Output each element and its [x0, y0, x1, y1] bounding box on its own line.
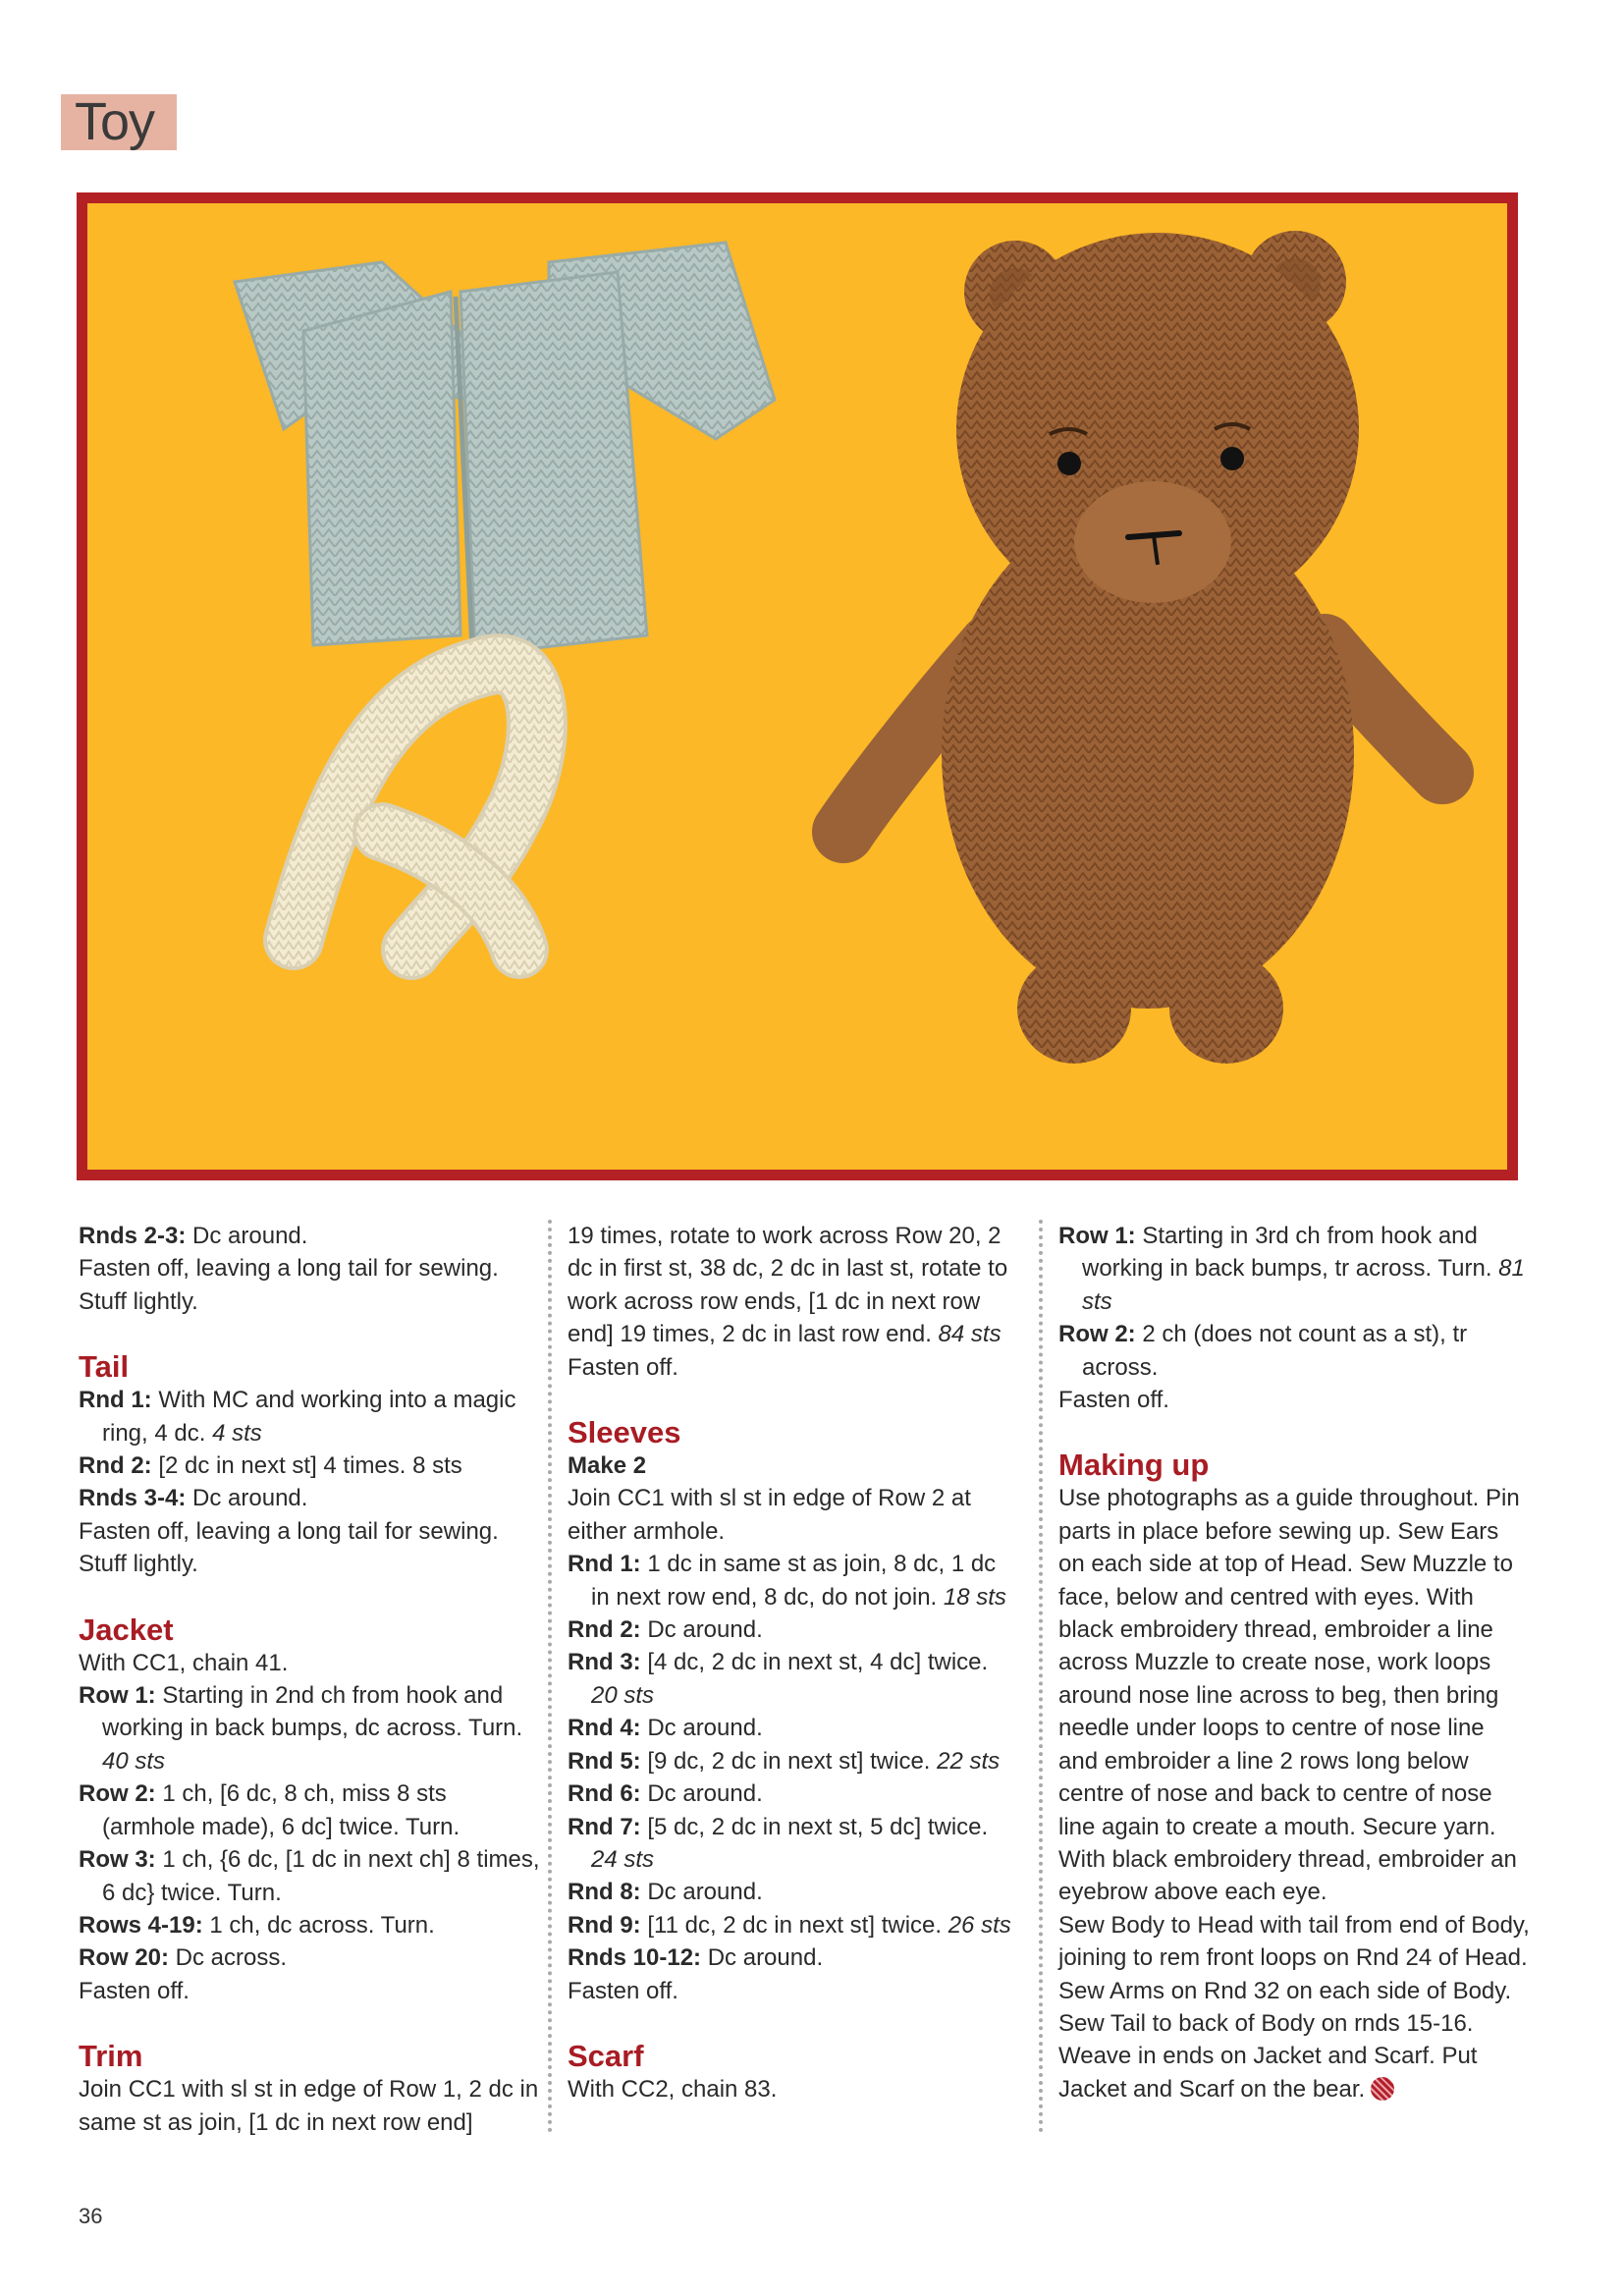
- text-column-3: [1058, 1220, 1530, 2105]
- instruction: Row 20: Dc across.: [79, 1944, 288, 1972]
- make-count: Make 2: [568, 1452, 647, 1480]
- instruction: Row 2: 1 ch, [6 dc, 8 ch, miss 8 sts (armhole made), 6 dc] twice. Turn.: [79, 1780, 460, 1840]
- instruction: Row 2: 2 ch (does not count as a st), tr across.: [1058, 1321, 1468, 1381]
- column-divider-1: [548, 1220, 552, 2133]
- paragraph: Fasten off.: [568, 1977, 678, 2004]
- photo-illustration: [87, 203, 1507, 1170]
- column-divider-2: [1039, 1220, 1043, 2133]
- paragraph: Sew Body to Head with tail from end of Body, joining to rem front loops on Rnd 24 of Head. Sew Arms on Rnd 32 on each side of Body. Sew Tail to back of Body on rnds 15-16. Weave in ends on Jacket and Scarf. Put Jacket and Scarf on the bear.: [1058, 1911, 1530, 2103]
- instruction: Rnd 6: Dc around.: [568, 1780, 763, 1808]
- paragraph: 19 times, rotate to work across Row 20, 2 dc in first st, 38 dc, 2 dc in last st, rotate to work across row ends, [1 dc in next row end] 19 times, 2 dc in last row end. 84 sts: [568, 1223, 1008, 1348]
- paragraph: Fasten off.: [79, 1977, 189, 2004]
- paragraph: Use photographs as a guide throughout. Pin parts in place before sewing up. Sew Ears on each side at top of Head. Sew Muzzle to face, below and centred with eyes. With black embroidery thread, embroider a line across Muzzle to create nose, work loops around nose line across to beg, then bring needle under loops to centre of nose line and embroider a line 2 rows long below centre of nose and back to centre of nose line again to create a mouth. Secure yarn. With black embroidery thread, embroider an eyebrow above each eye.: [1058, 1485, 1520, 1906]
- instruction: Row 1: Starting in 2nd ch from hook and working in back bumps, dc across. Turn. 40 sts: [79, 1682, 523, 1775]
- instruction: Row 1: Starting in 3rd ch from hook and working in back bumps, tr across. Turn. 81 sts: [1058, 1223, 1525, 1315]
- yarn-ball-end-icon: [1371, 2077, 1394, 2101]
- instruction: Row 3: 1 ch, {6 dc, [1 dc in next ch] 8 times, 6 dc} twice. Turn.: [79, 1846, 540, 1906]
- text-column-1: [79, 1220, 540, 2139]
- paragraph: Fasten off, leaving a long tail for sewing.: [79, 1517, 499, 1545]
- section-heading-jacket: Jacket: [79, 1612, 174, 1647]
- instruction: Rnd 7: [5 dc, 2 dc in next st, 5 dc] twice. 24 sts: [568, 1813, 989, 1873]
- instruction: Rnds 10-12: Dc around.: [568, 1944, 824, 1972]
- paragraph: Fasten off.: [1058, 1387, 1169, 1414]
- instruction: Rnd 1: 1 dc in same st as join, 8 dc, 1 dc in next row end, 8 dc, do not join. 18 sts: [568, 1551, 1006, 1611]
- paragraph: Stuff lightly.: [79, 1287, 198, 1315]
- paragraph: Join CC1 with sl st in edge of Row 2 at either armhole.: [568, 1485, 971, 1545]
- section-heading-trim: Trim: [79, 2039, 143, 2074]
- instruction: Rnd 4: Dc around.: [568, 1715, 763, 1742]
- text-column-2: [568, 1220, 1015, 2105]
- instruction: Rnd 8: Dc around.: [568, 1879, 763, 1906]
- instruction: Rnds 2-3: Dc around.: [79, 1223, 308, 1249]
- instruction: Rnd 3: [4 dc, 2 dc in next st, 4 dc] twice. 20 sts: [568, 1649, 989, 1709]
- instruction: Rows 4-19: 1 ch, dc across. Turn.: [79, 1911, 435, 1939]
- instruction: Rnds 3-4: Dc around.: [79, 1485, 308, 1512]
- section-heading-tail: Tail: [79, 1349, 130, 1385]
- section-heading-making-up: Making up: [1058, 1448, 1210, 1483]
- paragraph: Join CC1 with sl st in edge of Row 1, 2 dc in same st as join, [1 dc in next row end]: [79, 2076, 539, 2136]
- instruction: Rnd 2: [2 dc in next st] 4 times. 8 sts: [79, 1452, 462, 1480]
- instruction: Rnd 2: Dc around.: [568, 1616, 763, 1644]
- instruction: Rnd 9: [11 dc, 2 dc in next st] twice. 26 sts: [568, 1911, 1011, 1939]
- page-number: 36: [79, 2204, 103, 2228]
- instruction: Rnd 5: [9 dc, 2 dc in next st] twice. 22 sts: [568, 1747, 1001, 1775]
- paragraph: Fasten off, leaving a long tail for sewing.: [79, 1255, 499, 1283]
- section-heading-sleeves: Sleeves: [568, 1415, 681, 1450]
- instruction: Rnd 1: With MC and working into a magic ring, 4 dc. 4 sts: [79, 1387, 516, 1447]
- paragraph: With CC1, chain 41.: [79, 1649, 289, 1676]
- paragraph: Stuff lightly.: [79, 1551, 198, 1578]
- section-tag: Toy: [61, 94, 177, 150]
- paragraph: Fasten off.: [568, 1353, 678, 1381]
- paragraph: With CC2, chain 83.: [568, 2075, 778, 2103]
- section-heading-scarf: Scarf: [568, 2038, 644, 2073]
- product-photo: [77, 192, 1518, 1180]
